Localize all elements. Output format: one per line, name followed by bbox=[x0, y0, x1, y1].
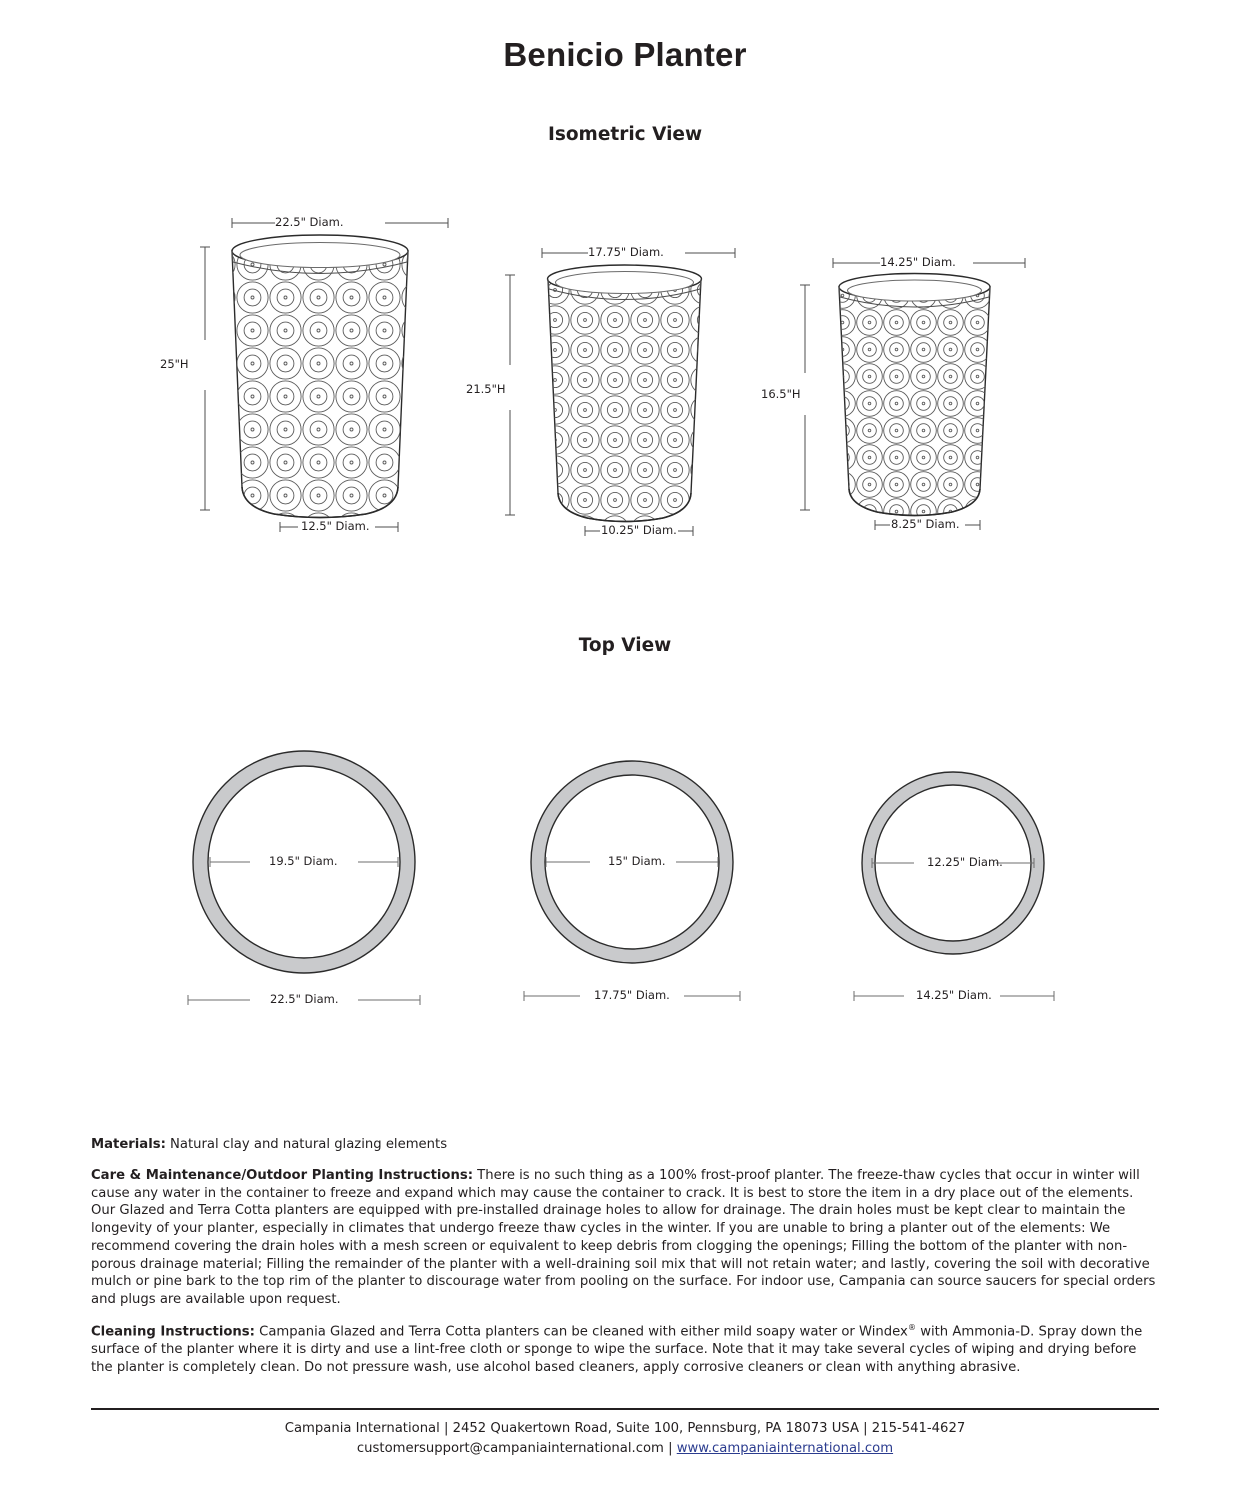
dimension-top-diameter: 17.75" Diam. bbox=[588, 245, 664, 259]
planter-large-drawing bbox=[170, 215, 470, 635]
registered-trademark-symbol: ® bbox=[907, 1321, 916, 1332]
footer-email[interactable]: customersupport@campaniainternational.com bbox=[356, 1441, 664, 1457]
cleaning-label: Cleaning Instructions: bbox=[91, 1324, 255, 1340]
topview-figure-large bbox=[180, 750, 440, 1010]
footer-separator: | bbox=[663, 1441, 677, 1457]
topview-ring-large bbox=[180, 750, 440, 1010]
dimension-inner-diameter: 15" Diam. bbox=[608, 854, 666, 868]
cleaning-instructions-block bbox=[91, 1322, 1159, 1377]
dimension-inner-diameter: 12.25" Diam. bbox=[927, 855, 1003, 869]
planter-surface-pattern bbox=[833, 285, 995, 519]
height-dimension-line bbox=[505, 275, 515, 515]
dimension-height: 21.5"H bbox=[466, 382, 506, 396]
topview-ring-medium bbox=[518, 756, 758, 1006]
care-body: There is no such thing as a 100% frost-proof planter. The freeze-thaw cycles that occur in winter will cause any water in the container to freeze and expand which may cause the container to crack. It is best to store the item in a dry place out of the elements. Our Glazed and Terra Cotta planters are equipped with pre-installed drainage holes to allow for drainage. The drain holes must be kept clear to maintain the longevity of your planter, especially in climates that undergo freeze thaw cycles in the winter. If you are unable to bring a planter out of the elements: We recommend covering the drain holes with a mesh screen or equivalent to keep debris from clogging the openings; Filling the bottom of the planter with non-porous drainage material; Filling the remainder of the planter with a well-draining soil mix that will not retain water; and lastly, covering the soil with decorative mulch or pine bark to the top rim of the planter to discourage water from pooling on the surface. For indoor use, Campania can source saucers for special orders and plugs are available upon request. bbox=[91, 1167, 1156, 1307]
height-dimension-line bbox=[200, 247, 210, 510]
footer-website-link[interactable]: www.campaniainternational.com bbox=[676, 1441, 894, 1457]
dimension-outer-diameter: 17.75" Diam. bbox=[594, 988, 670, 1002]
planter-rim bbox=[232, 235, 408, 274]
footer-contact-line bbox=[91, 1439, 1159, 1459]
footer-company-address: Campania International | 2452 Quakertown Road, Suite 100, Pennsburg, PA 18073 USA | 215-541-4627 bbox=[284, 1421, 966, 1436]
dimension-height: 25"H bbox=[160, 357, 189, 371]
planter-small-drawing bbox=[775, 255, 1055, 635]
care-maintenance-block bbox=[91, 1167, 1159, 1309]
materials-body: Natural clay and natural glazing elements bbox=[165, 1137, 448, 1152]
materials-block bbox=[91, 1136, 1159, 1154]
topview-figure-small bbox=[848, 766, 1068, 1006]
materials-label: Materials: bbox=[91, 1137, 166, 1152]
dimension-inner-diameter: 19.5" Diam. bbox=[269, 854, 338, 868]
dimension-top-diameter: 22.5" Diam. bbox=[275, 215, 344, 229]
dimension-outer-diameter: 22.5" Diam. bbox=[270, 992, 339, 1006]
top-view-figures bbox=[0, 678, 1250, 1018]
cleaning-body-second: with Ammonia-D. Spray down the surface of the planter where it is dirty and use a lint-free cloth or sponge to wipe the surface. Note that it may take several cycles of wiping and drying before the planter is completely clean. Do not pressure wash, use alcohol based cleaners, apply corrosive cleaners or clean with anything abrasive. bbox=[91, 1324, 1143, 1375]
top-view-heading: Top View bbox=[578, 635, 672, 656]
product-information bbox=[91, 1136, 1159, 1389]
page-title: Benicio Planter bbox=[503, 36, 747, 73]
planter-medium-drawing bbox=[480, 245, 770, 635]
planter-surface-pattern bbox=[542, 277, 708, 525]
dimension-top-diameter: 14.25" Diam. bbox=[880, 255, 956, 269]
dimension-outer-diameter: 14.25" Diam. bbox=[916, 988, 992, 1002]
dimension-base-diameter: 12.5" Diam. bbox=[301, 519, 370, 533]
isometric-figure-small bbox=[761, 255, 1055, 635]
isometric-view-figures bbox=[0, 155, 1250, 635]
planter-surface-pattern bbox=[225, 249, 421, 521]
care-label: Care & Maintenance/Outdoor Planting Instructions: bbox=[91, 1167, 473, 1183]
isometric-figure-large bbox=[160, 215, 470, 635]
topview-figure-medium bbox=[518, 756, 758, 1006]
dimension-base-diameter: 10.25" Diam. bbox=[601, 523, 677, 537]
height-dimension-line bbox=[800, 285, 810, 510]
topview-ring-small bbox=[848, 766, 1068, 1006]
cleaning-body-first: Campania Glazed and Terra Cotta planters can be cleaned with either mild soapy water or Windex bbox=[254, 1324, 908, 1340]
page-footer bbox=[91, 1408, 1159, 1459]
isometric-figure-medium bbox=[466, 245, 770, 635]
dimension-height: 16.5"H bbox=[761, 387, 801, 401]
isometric-view-heading: Isometric View bbox=[547, 124, 703, 145]
dimension-base-diameter: 8.25" Diam. bbox=[891, 517, 960, 531]
